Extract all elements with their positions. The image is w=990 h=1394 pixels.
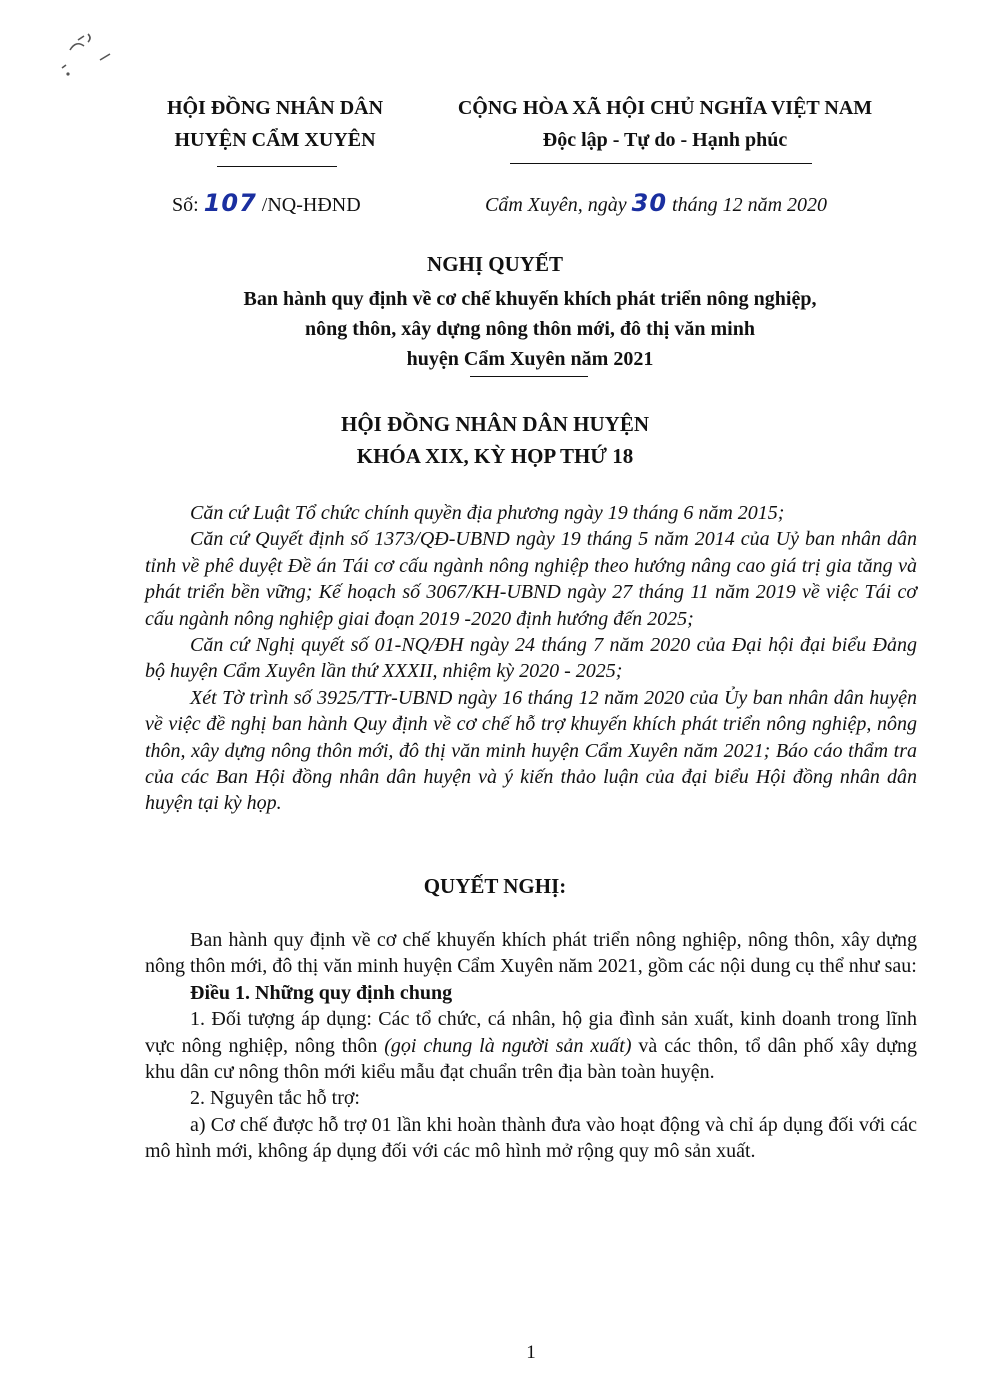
- legal-bases: [145, 500, 917, 817]
- issuing-authority: [130, 92, 420, 156]
- legal-basis: Căn cứ Quyết định số 1373/QĐ-UBND ngày 19 tháng 5 năm 2014 của Uỷ ban nhân dân tỉnh về phê duyệt Đề án Tái cơ cấu ngành nông nghiệp theo hướng nâng cao giá trị gia tăng và phát triển bền vững; Kế hoạch số 3067/KH-UBND ngày 27 tháng 11 năm 2019 về việc Tái cơ cấu ngành nông nghiệp giai đoạn 2019 -2020 định hướng đến 2025;: [145, 528, 917, 630]
- authority-underline: [217, 166, 337, 167]
- document-number-suffix: /NQ-HĐND: [261, 194, 361, 216]
- handwritten-number: 107: [203, 189, 257, 217]
- item-1-note: (gọi chung là người sản xuất): [384, 1034, 632, 1057]
- national-heading: [425, 92, 905, 156]
- motto-underline: [510, 163, 812, 164]
- document-number-prefix: Số:: [172, 194, 199, 216]
- legal-basis: Căn cứ Nghị quyết số 01-NQ/ĐH ngày 24 tháng 7 năm 2020 của Đại hội đại biểu Đảng bộ huyện Cẩm Xuyên lần thứ XXXII, nhiệm kỳ 2020 - 2025;: [145, 634, 917, 683]
- subtitle-underline: [470, 376, 588, 377]
- item-1-text-end: và các thôn, tổ dân phố xây dựng khu dân cư nông thôn mới kiểu mẫu đạt chuẩn trên địa bàn toàn huyện.: [145, 1034, 917, 1084]
- item-1-paragraph: [145, 1006, 917, 1085]
- resolution-subtitle: [120, 284, 940, 374]
- item-1-text: 1. Đối tượng áp dụng: Các tổ chức, cá nhân, hộ gia đình sản xuất, kinh doanh trong lĩnh vực nông nghiệp, nông thôn: [145, 1008, 917, 1057]
- resolution-title: NGHỊ QUYẾT: [427, 252, 563, 276]
- document-number: [172, 188, 361, 220]
- handwritten-day: 30: [631, 189, 668, 217]
- date-place: Cẩm Xuyên, ngày: [485, 194, 627, 216]
- authority-line-1: HỘI ĐỒNG NHÂN DÂN: [166, 97, 384, 119]
- subtitle-line-1: Ban hành quy định về cơ chế khuyến khích phát triển nông nghiệp,: [243, 288, 817, 310]
- authority-line-2: HUYỆN CẨM XUYÊN: [174, 129, 376, 151]
- date-month-year: tháng 12 năm 2020: [672, 194, 828, 216]
- resolution-body: [145, 927, 917, 1165]
- council-name: HỘI ĐỒNG NHÂN DÂN HUYỆN: [340, 412, 649, 436]
- subtitle-line-2: nông thôn, xây dựng nông thôn mới, đô thị văn minh: [305, 318, 755, 340]
- page-number: 1: [526, 1342, 536, 1363]
- legal-basis: Căn cứ Luật Tổ chức chính quyền địa phương ngày 19 tháng 6 năm 2015;: [190, 502, 785, 524]
- scan-marks-icon: [48, 22, 138, 82]
- council-heading: [0, 408, 990, 472]
- intro-paragraph: Ban hành quy định về cơ chế khuyến khích phát triển nông nghiệp, nông thôn, xây dựng nông thôn mới, đô thị văn minh huyện Cẩm Xuyên năm 2021, gồm các nội dung cụ thể như sau:: [145, 929, 917, 978]
- decision-heading: QUYẾT NGHỊ:: [423, 874, 567, 898]
- council-session: KHÓA XIX, KỲ HỌP THỨ 18: [356, 444, 634, 468]
- item-2a-paragraph: a) Cơ chế được hỗ trợ 01 lần khi hoàn thành đưa vào hoạt động và chỉ áp dụng đối với các mô hình mới, không áp dụng đối với các mô hình mở rộng quy mô sản xuất.: [145, 1113, 917, 1163]
- national-motto: Độc lập - Tự do - Hạnh phúc: [542, 129, 788, 151]
- issue-date: [485, 188, 827, 220]
- legal-basis: Xét Tờ trình số 3925/TTr-UBND ngày 16 tháng 12 năm 2020 của Ủy ban nhân dân huyện về việc đề nghị ban hành Quy định về cơ chế hỗ trợ khuyến khích phát triển nông nghiệp, nông thôn, xây dựng nông thôn mới, đô thị văn minh huyện Cẩm Xuyên năm 2021; Báo cáo thẩm tra của các Ban Hội đồng nhân dân huyện và ý kiến thảo luận của đại biểu Hội đồng nhân dân huyện tại kỳ họp.: [145, 686, 917, 815]
- national-title: CỘNG HÒA XÃ HỘI CHỦ NGHĨA VIỆT NAM: [457, 97, 873, 119]
- item-2-paragraph: 2. Nguyên tắc hỗ trợ:: [190, 1087, 360, 1110]
- article-1-title: Điều 1. Những quy định chung: [190, 981, 453, 1004]
- subtitle-line-3: huyện Cẩm Xuyên năm 2021: [406, 348, 654, 370]
